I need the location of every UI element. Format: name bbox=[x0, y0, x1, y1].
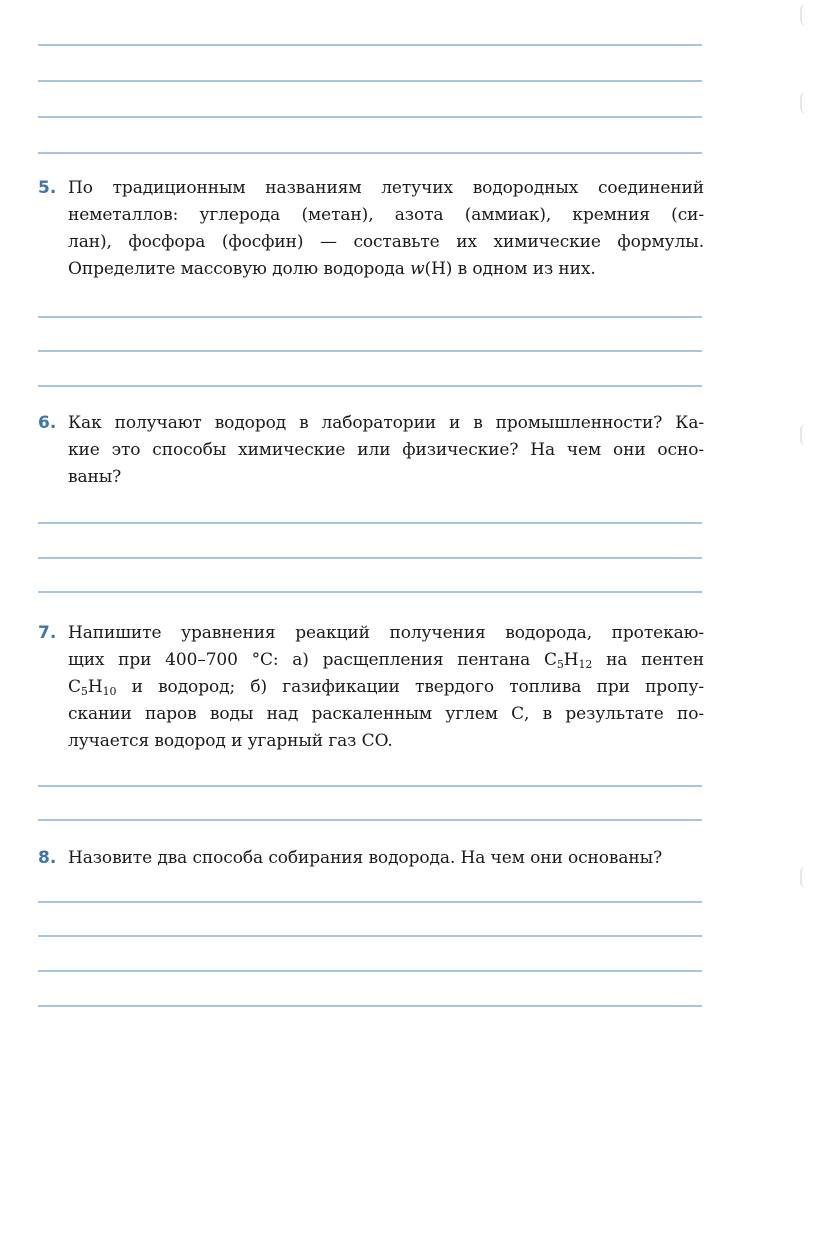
answer-line bbox=[38, 819, 702, 821]
answer-line bbox=[38, 350, 702, 352]
question-7-line: Напишите уравнения реакций получения водорода, протекаю- bbox=[68, 623, 704, 643]
answer-line bbox=[38, 785, 702, 787]
question-8-line: Назовите два способа собирания водорода. На чем они основаны? bbox=[68, 848, 663, 868]
question-6-line: кие это способы химические или физические? На чем они осно- bbox=[68, 440, 704, 460]
binding-mark bbox=[800, 92, 816, 114]
question-7-number: 7. bbox=[38, 623, 57, 643]
question-6-line: Как получают водород в лаборатории и в промышленности? Ка- bbox=[68, 413, 704, 433]
answer-line bbox=[38, 80, 702, 82]
answer-line bbox=[38, 152, 702, 154]
binding-mark bbox=[800, 4, 816, 26]
question-5-number: 5. bbox=[38, 178, 57, 198]
question-8-text bbox=[68, 845, 704, 872]
answer-line bbox=[38, 1005, 702, 1007]
answer-line bbox=[38, 522, 702, 524]
question-5-line: Определите массовую долю водорода w(H) в одном из них. bbox=[68, 259, 596, 279]
answer-line bbox=[38, 44, 702, 46]
answer-line bbox=[38, 385, 702, 387]
question-8-number: 8. bbox=[38, 848, 57, 868]
question-5-line: По традиционным названиям летучих водородных соединений bbox=[68, 178, 704, 198]
question-7-line: щих при 400–700 °С: а) расщепления пентана $C_5H_{12}$ на пентен bbox=[68, 650, 704, 671]
answer-line bbox=[38, 316, 702, 318]
question-7-line: скании паров воды над раскаленным углем С, в результате по- bbox=[68, 704, 704, 724]
question-6-text bbox=[68, 410, 704, 491]
question-7-line: $C_5H_{10}$ и водород; б) газификации твердого топлива при пропу- bbox=[68, 677, 704, 698]
question-6-line: ваны? bbox=[68, 467, 122, 487]
question-5-text bbox=[68, 175, 704, 283]
question-5-line: неметаллов: углерода (метан), азота (аммиак), кремния (си- bbox=[68, 205, 704, 225]
question-7-text bbox=[68, 620, 704, 755]
question-5-line: лан), фосфора (фосфин) — составьте их химические формулы. bbox=[68, 232, 704, 252]
binding-mark bbox=[800, 424, 816, 446]
answer-line bbox=[38, 935, 702, 937]
answer-line bbox=[38, 557, 702, 559]
answer-line bbox=[38, 116, 702, 118]
question-7-line: лучается водород и угарный газ CO. bbox=[68, 731, 393, 751]
answer-line bbox=[38, 591, 702, 593]
binding-mark bbox=[800, 866, 816, 888]
answer-line bbox=[38, 970, 702, 972]
answer-line bbox=[38, 901, 702, 903]
question-6-number: 6. bbox=[38, 413, 57, 433]
